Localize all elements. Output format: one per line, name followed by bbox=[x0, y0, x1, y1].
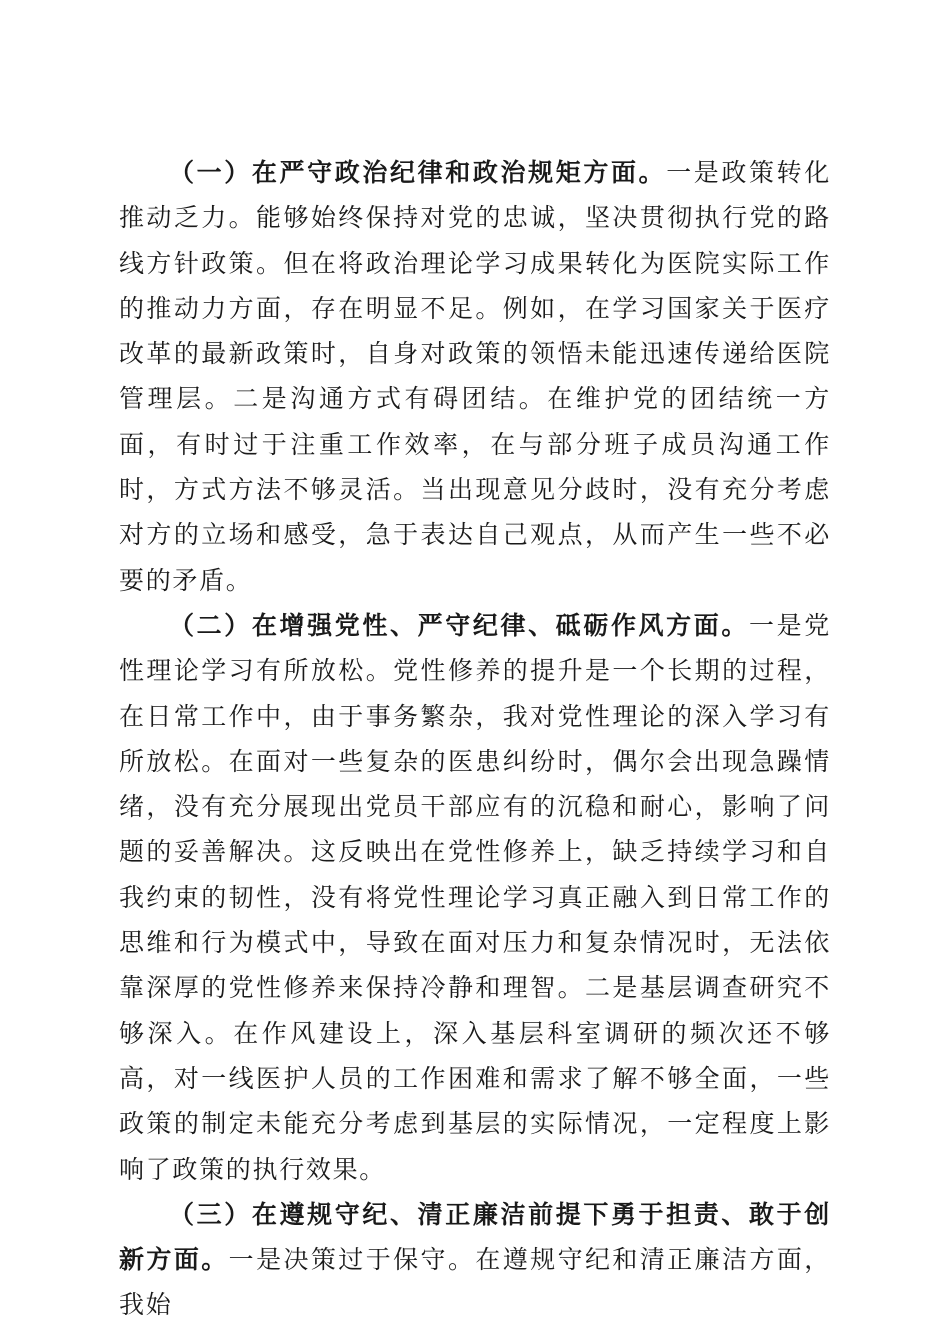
section-3-heading: （三）在遵规守纪、清正廉洁前提下勇于担责、敢于创新方面。 bbox=[119, 1199, 831, 1275]
section-3-body: 一是决策过于保守。在遵规守纪和清正廉洁方面，我始 bbox=[119, 1245, 831, 1320]
section-2-body: 一是党性理论学习有所放松。党性修养的提升是一个长期的过程，在日常工作中，由于事务繁杂，我对党性理论的深入学习有所放松。在面对一些复杂的医患纠纷时，偶尔会出现急躁情绪，没有充分展现出党员干部应有的沉稳和耐心，影响了问题的妥善解决。这反映出在党性修养上，缺乏持续学习和自我约束的韧性，没有将党性理论学习真正融入到日常工作的思维和行为模式中，导致在面对压力和复杂情况时，无法依靠深厚的党性修养来保持冷静和理智。二是基层调查研究不够深入。在作风建设上，深入基层科室调研的频次还不够高，对一线医护人员的工作困难和需求了解不够全面，一些政策的制定未能充分考虑到基层的实际情况，一定程度上影响了政策的执行效果。 bbox=[119, 610, 831, 1184]
section-2-paragraph bbox=[119, 603, 831, 1192]
section-2-heading: （二）在增强党性、严守纪律、砥砺作风方面。 bbox=[169, 610, 750, 640]
section-1-body: 一是政策转化推动乏力。能够始终保持对党的忠诚，坚决贯彻执行党的路线方针政策。但在将政治理论学习成果转化为医院实际工作的推动力方面，存在明显不足。例如，在学习国家关于医疗改革的最新政策时，自身对政策的领悟未能迅速传递给医院管理层。二是沟通方式有碍团结。在维护党的团结统一方面，有时过于注重工作效率，在与部分班子成员沟通工作时，方式方法不够灵活。当出现意见分歧时，没有充分考虑对方的立场和感受，急于表达自己观点，从而产生一些不必要的矛盾。 bbox=[119, 158, 831, 595]
section-1-paragraph bbox=[119, 150, 831, 603]
section-3-paragraph bbox=[119, 1192, 831, 1328]
document-body bbox=[119, 150, 831, 1328]
section-1-heading: （一）在严守政治纪律和政治规矩方面。 bbox=[169, 158, 667, 187]
